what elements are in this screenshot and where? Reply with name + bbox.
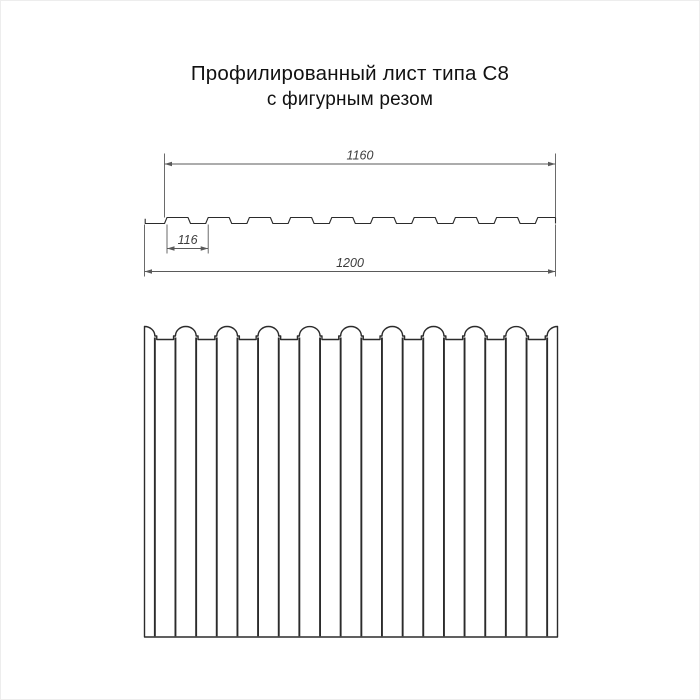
profile-sheet-drawing	[1, 1, 700, 700]
dim-1160-label: 1160	[346, 148, 374, 163]
dim-116-arrow-right	[201, 246, 209, 251]
drawing-title-line1: Профилированный лист типа С8	[190, 62, 510, 85]
dim-1200-label: 1200	[336, 256, 364, 270]
drawing-title-line2: с фигурным резом	[266, 89, 434, 110]
cross-section-profile	[145, 218, 555, 224]
front-view-outline	[145, 326, 558, 637]
dim-1200-arrow-left	[145, 269, 153, 274]
dim-1160-arrow-left	[165, 162, 173, 167]
dim-116-arrow-left	[167, 246, 175, 251]
dim-1160-arrow-right	[548, 162, 556, 167]
dim-116-label: 116	[177, 233, 198, 247]
dim-1200-arrow-right	[548, 269, 556, 274]
